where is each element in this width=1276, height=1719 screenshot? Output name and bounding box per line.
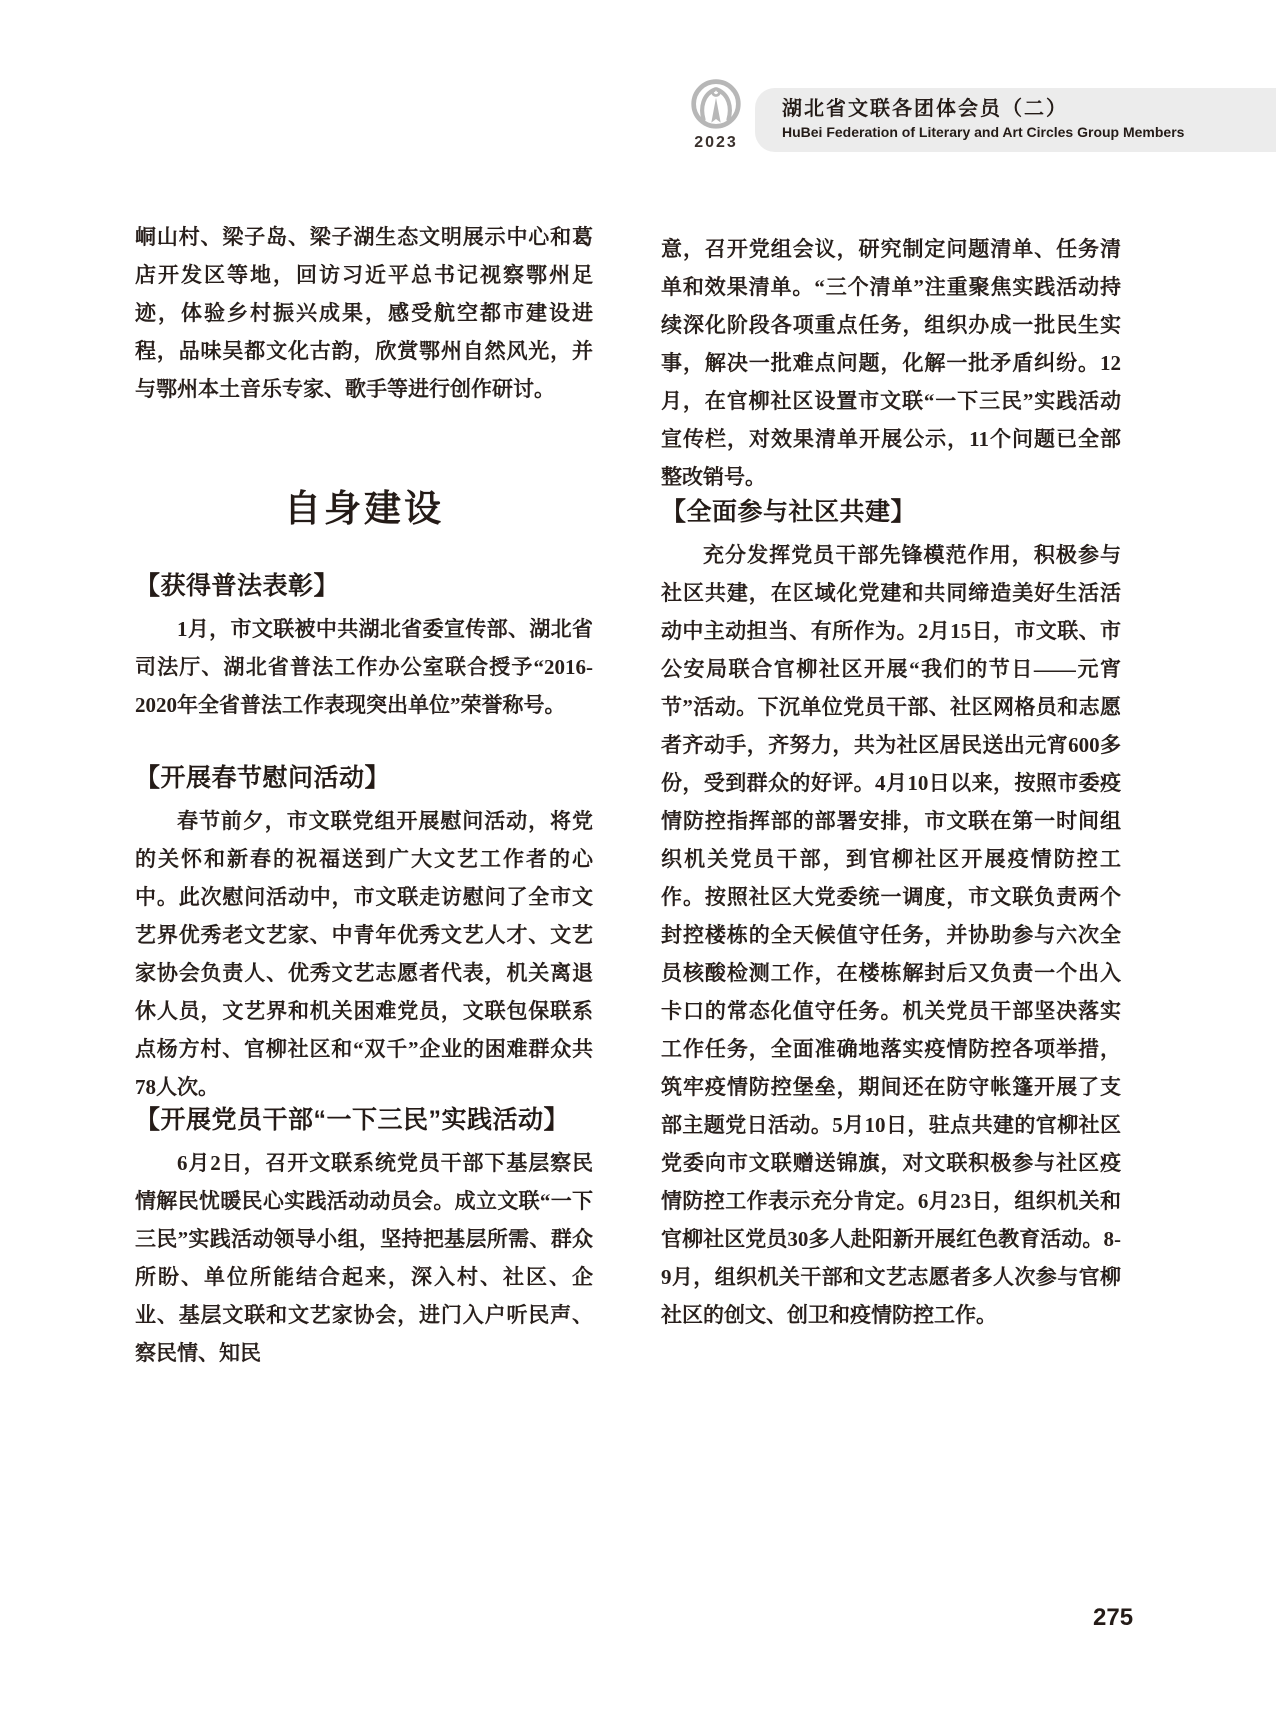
intro-paragraph: 峒山村、梁子岛、梁子湖生态文明展示中心和葛店开发区等地，回访习近平总书记视察鄂州足迹，体验乡村振兴成果，感受航空都市建设进程，品味吴都文化古韵，欣赏鄂州自然风光，并与鄂州本土音乐专家、歌手等进行创作研讨。 [135,225,593,401]
section-body-yixiasanmin: 6月2日，召开文联系统党员干部下基层察民情解民忧暖民心实践活动动员会。成立文联“一下三民”实践活动领导小组，坚持把基层所需、群众所盼、单位所能结合起来，深入村、社区、企业、基层文联和文艺家协会，进门入户听民声、察民情、知民 [135,1151,593,1365]
left-column [135,0,593,1719]
section-body-shequgongjian: 充分发挥党员干部先锋模范作用，积极参与社区共建，在区域化党建和共同缔造美好生活活动中主动担当、有所作为。2月15日，市文联、市公安局联合官柳社区开展“我们的节日——元宵节”活动。下沉单位党员干部、社区网格员和志愿者齐动手，齐努力，共为社区居民送出元宵600多份，受到群众的好评。4月10日以来，按照市委疫情防控指挥部的部署安排，市文联在第一时间组织机关党员干部，到官柳社区开展疫情防控工作。按照社区大党委统一调度，市文联负责两个封控楼栋的全天候值守任务，并协助参与六次全员核酸检测工作，在楼栋解封后又负责一个出入卡口的常态化值守任务。机关党员干部坚决落实工作任务，全面准确地落实疫情防控各项举措，筑牢疫情防控堡垒，期间还在防守帐篷开展了支部主题党日活动。5月10日，驻点共建的官柳社区党委向市文联赠送锦旗，对文联积极参与社区疫情防控工作表示充分肯定。6月23日，组织机关和官柳社区党员30多人赴阳新开展红色教育活动。8-9月，组织机关干部和文艺志愿者多人次参与官柳社区的创文、创卫和疫情防控工作。 [661,543,1121,1327]
section-heading-shequgongjian: 【全面参与社区共建】 [661,498,917,526]
chapter-title: 自身建设 [284,488,444,529]
logo-year: 2023 [694,134,738,151]
section-heading-yixiasanmin: 【开展党员干部“一下三民”实践活动】 [135,1106,570,1134]
banner-title-en: HuBei Federation of Literary and Art Circles Group Members [782,124,1185,140]
continued-paragraph: 意，召开党组会议，研究制定问题清单、任务清单和效果清单。“三个清单”注重聚焦实践活动持续深化阶段各项重点任务，组织办成一批民生实事，解决一批难点问题，化解一批矛盾纠纷。12月，在官柳社区设置市文联“一下三民”实践活动宣传栏，对效果清单开展公示，11个问题已全部整改销号。 [661,237,1121,489]
section-heading-chunjie: 【开展春节慰问活动】 [135,764,391,792]
section-body-chunjie: 春节前夕，市文联党组开展慰问活动，将党的关怀和新春的祝福送到广大文艺工作者的心中。此次慰问活动中，市文联走访慰问了全市文艺界优秀老文艺家、中青年优秀文艺人才、文艺家协会负责人、优秀文艺志愿者代表，机关离退休人员，文艺界和机关困难党员，文联包保联系点杨方村、官柳社区和“双千”企业的困难群众共78人次。 [135,809,593,1099]
section-body-pufa: 1月，市文联被中共湖北省委宣传部、湖北省司法厅、湖北省普法工作办公室联合授予“2016-2020年全省普法工作表现突出单位”荣誉称号。 [135,617,593,717]
banner-title-zh: 湖北省文联各团体会员（二） [782,98,1068,120]
page-number: 275 [1093,1604,1134,1631]
section-heading-pufa: 【获得普法表彰】 [135,572,340,600]
right-column [661,0,1121,1719]
